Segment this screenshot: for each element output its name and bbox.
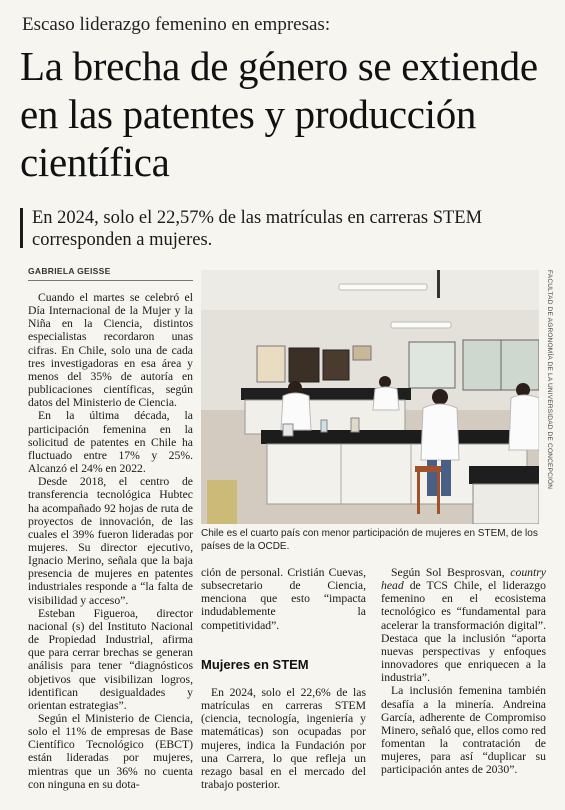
text-run: Según Sol Besprosvan,	[391, 566, 511, 579]
lab-photo	[201, 270, 539, 524]
byline-rule	[28, 280, 193, 281]
column-3	[381, 566, 546, 777]
paragraph: En 2024, solo el 22,6% de las matrículas en carreras STEM (ciencia, tecnología, ingeniería y matemáticas) son ocupadas por mujeres, indica la Fundación por una Carrera, lo que refleja un rezago basal en el mercado del trabajo posterior.	[201, 686, 366, 792]
deck: En 2024, solo el 22,57% de las matrículas en carreras STEM corresponden a mujeres.	[32, 208, 483, 250]
byline: GABRIELA GEISSE	[28, 266, 111, 276]
deck-bar	[20, 208, 23, 248]
lab-scene	[201, 270, 539, 524]
headline: La brecha de género se extiende en las patentes y producción científica	[20, 43, 538, 185]
kicker: Escaso liderazgo femenino en empresas:	[22, 14, 331, 35]
paragraph: ción de personal. Cristián Cuevas, subsecretario de Ciencia, menciona que esto “impacta indudablemente la competitividad”.	[201, 566, 366, 632]
column-2-bottom	[201, 686, 366, 791]
paragraph: Esteban Figueroa, director nacional (s) del Instituto Nacional de Propiedad Industrial, afirma que para cerrar brechas se generan análisis para tener “diagnósticos objetivos que visibilizan logros, identifican desigualdades y orientan estrategias”.	[28, 606, 193, 712]
column-2-top	[201, 566, 366, 632]
paragraph	[381, 566, 546, 684]
paragraph: Desde 2018, el centro de transferencia tecnológica Hubtec ha acompañado 92 hojas de ruta de proyectos de innovación, de las cuales el 39% fueron lideradas por mujeres. Su director ejecutivo, Ignacio Merino, señala que la baja presencia de mujeres en patentes industriales responde a “la falta de visibilidad y acceso”.	[28, 475, 193, 607]
text-run-italic: country head	[381, 566, 546, 593]
paragraph: En la última década, la participación femenina en la solicitud de patentes en Chile ha fluctuado entre 17% y 25%. Alcanzó el 24% en 2022.	[28, 409, 193, 476]
paragraph: Cuando el martes se celebró el Día Internacional de la Mujer y la Niña en la Ciencia, distintos especialistas recordaron unas cifras. En Chile, solo una de cada tres investigadoras en esa área y menos del 35% de autoría en publicaciones científicas, según datos del Ministerio de Ciencia.	[28, 291, 193, 410]
column-1	[28, 291, 193, 791]
photo-caption: Chile es el cuarto país con menor participación de mujeres en STEM, de los países de la OCDE.	[201, 528, 538, 552]
subheading: Mujeres en STEM	[201, 657, 309, 672]
paragraph: Según el Ministerio de Ciencia, solo el 11% de empresas de Base Científico Tecnológico (EBCT) están lideradas por mujeres, mientras que un 36% no cuenta con ninguna en su dota-	[28, 712, 193, 791]
text-run: de TCS Chile, el liderazgo femenino en el ecosistema tecnológico es “fundamental para acelerar la transformación digital”. Destaca que la inclusión “aporta nuevas perspectivas y enfoques innovadores que enriquecen a la industria”.	[381, 579, 546, 685]
paragraph: La inclusión femenina también desafía a la minería. Andreina García, adherente de Compromiso Minero, señaló que, ellos como red fomentan la contratación de mujeres, para así “duplicar su participación antes de 2030”.	[381, 684, 546, 777]
photo-credit: FACULTAD DE AGRONOMÍA DE LA UNIVERSIDAD DE CONCEPCIÓN	[546, 270, 553, 490]
